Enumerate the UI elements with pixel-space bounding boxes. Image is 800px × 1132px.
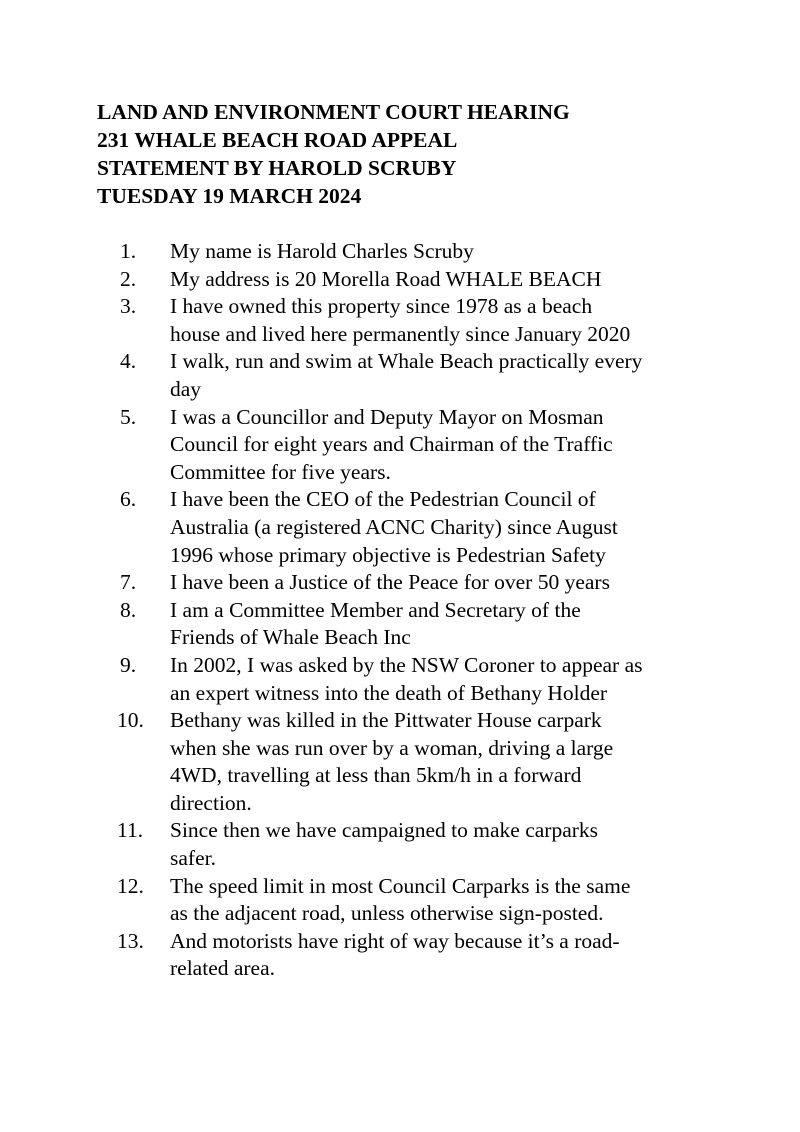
item-text-line: My address is 20 Morella Road WHALE BEACH [170,266,602,291]
item-text-line: I have been a Justice of the Peace for over 50 years [170,570,610,595]
item-number: 4. [120,349,137,374]
item-number: 10. [117,708,144,733]
item-number: 1. [120,239,137,263]
item-text-line: In 2002, I was asked by the NSW Coroner to appear as [170,652,643,677]
item-text [170,348,717,403]
item-text-line: day [170,376,202,401]
item-number: 6. [120,487,137,512]
item-text-line: as the adjacent road, unless otherwise sign-posted. [170,901,604,926]
list-item [117,707,717,817]
list-item [117,569,717,597]
item-text [170,873,717,928]
item-text-line: 1996 whose primary objective is Pedestrian Safety [170,542,606,567]
item-text [170,928,717,983]
item-text [170,266,717,294]
item-text [170,652,717,707]
item-text [170,707,717,817]
item-text [170,293,717,348]
item-text-line: I walk, run and swim at Whale Beach practically every [170,349,643,374]
heading-court: LAND AND ENVIRONMENT COURT HEARING [97,100,570,124]
item-text-line: I am a Committee Member and Secretary of the [170,597,581,622]
item-number: 13. [117,928,144,953]
item-text-line: Australia (a registered ACNC Charity) since August [170,514,618,539]
item-text [170,569,717,597]
item-text [170,238,717,266]
item-text-line: house and lived here permanently since January 2020 [170,321,631,346]
item-text-line: And motorists have right of way because it’s a road- [170,928,620,953]
list-item [117,293,717,348]
list-item [117,873,717,928]
item-text [170,817,717,872]
item-text-line: Council for eight years and Chairman of the Traffic [170,432,613,457]
item-text-line: direction. [170,790,252,815]
item-text [170,597,717,652]
list-item [117,652,717,707]
item-text [170,486,717,569]
list-item [117,486,717,569]
heading-appeal: 231 WHALE BEACH ROAD APPEAL [97,128,458,152]
item-text-line: I was a Councillor and Deputy Mayor on Mosman [170,404,604,429]
list-item [117,404,717,487]
heading-statement: STATEMENT BY HAROLD SCRUBY [97,156,457,180]
list-item [117,928,717,983]
list-item [117,266,717,294]
item-text-line: 4WD, travelling at less than 5km/h in a forward [170,763,582,788]
item-text-line: an expert witness into the death of Bethany Holder [170,680,608,705]
item-text-line: safer. [170,846,216,871]
item-number: 8. [120,597,137,622]
item-number: 3. [120,294,137,319]
list-item [117,348,717,403]
item-number: 12. [117,873,144,898]
item-text-line: I have owned this property since 1978 as a beach [170,294,593,319]
item-number: 2. [120,266,137,291]
item-number: 11. [117,818,144,843]
document-heading [97,98,737,210]
item-text-line: when she was run over by a woman, driving a large [170,735,614,760]
list-item [117,238,717,266]
heading-date: TUESDAY 19 MARCH 2024 [97,184,362,208]
item-text-line: Friends of Whale Beach Inc [170,625,411,650]
item-text-line: Committee for five years. [170,459,391,484]
list-item [117,597,717,652]
item-number: 5. [120,404,137,429]
item-text-line: My name is Harold Charles Scruby [170,239,474,263]
item-number: 9. [120,652,137,677]
list-item [117,817,717,872]
item-text-line: The speed limit in most Council Carparks is the same [170,873,631,898]
item-number: 7. [120,570,137,595]
statement-list [117,238,717,983]
item-text-line: Since then we have campaigned to make carparks [170,818,599,843]
item-text-line: related area. [170,956,276,981]
item-text [170,404,717,487]
item-text-line: I have been the CEO of the Pedestrian Council of [170,487,596,512]
item-text-line: Bethany was killed in the Pittwater House carpark [170,708,602,733]
